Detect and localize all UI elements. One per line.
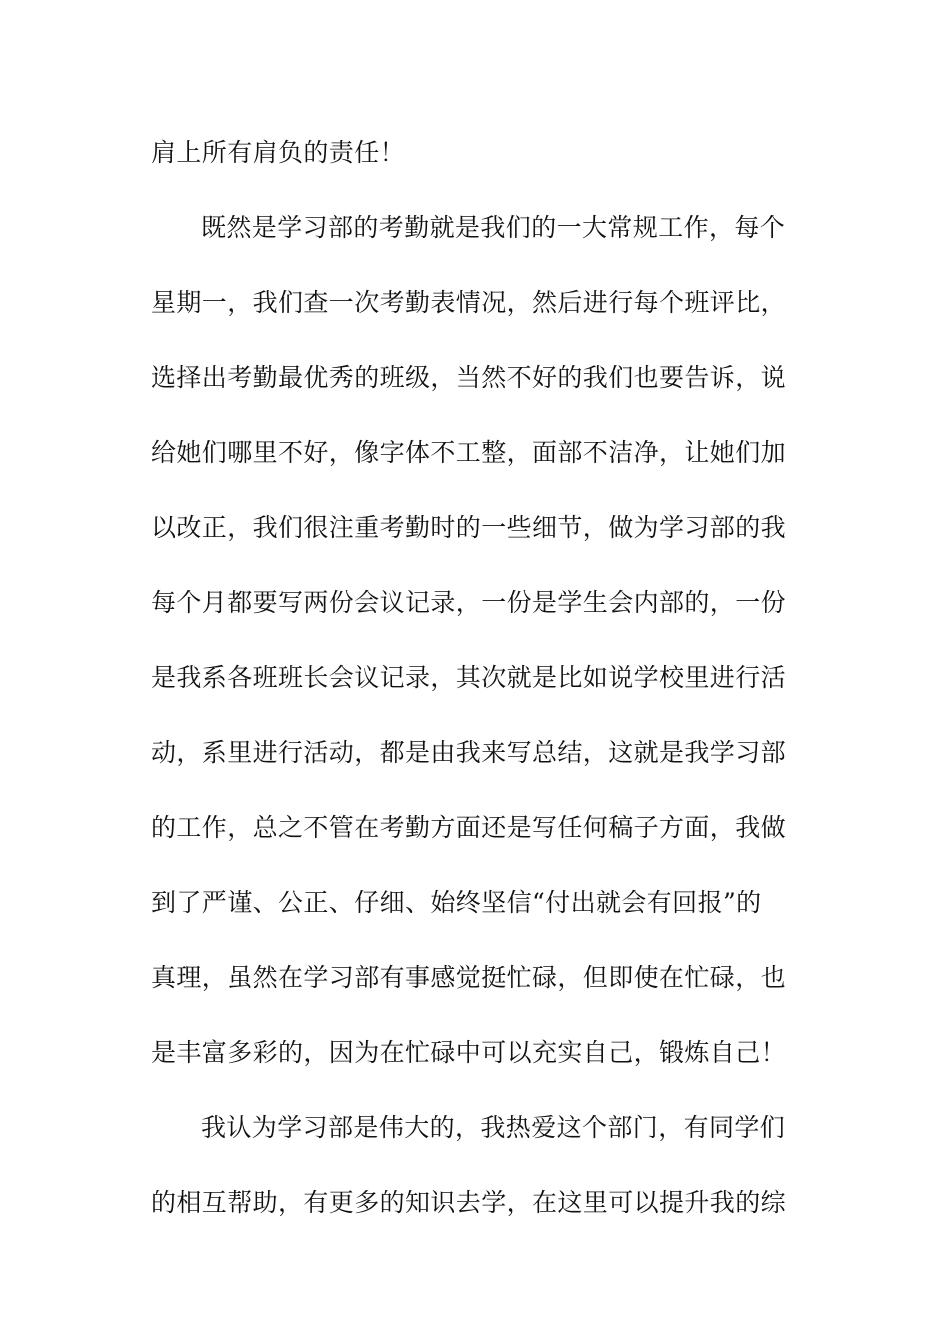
text-line: 星期一，我们查一次考勤表情况，然后进行每个班评比， xyxy=(151,288,787,317)
text-line-paragraph-start: 既然是学习部的考勤就是我们的一大常规工作，每个 xyxy=(201,213,786,242)
text-line: 是我系各班班长会议记录，其次就是比如说学校里进行活 xyxy=(151,663,787,692)
text-line: 动，系里进行活动，都是由我来写总结，这就是我学习部 xyxy=(151,738,787,767)
text-line: 的工作，总之不管在考勤方面还是写任何稿子方面，我做 xyxy=(151,813,787,842)
text-line: 肩上所有肩负的责任！ xyxy=(151,138,406,167)
text-line: 的相互帮助，有更多的知识去学，在这里可以提升我的综 xyxy=(151,1188,787,1217)
text-line: 到了严谨、公正、仔细、始终坚信“付出就会有回报”的 xyxy=(151,888,762,917)
text-line: 是丰富多彩的，因为在忙碌中可以充实自己，锻炼自己！ xyxy=(151,1038,787,1067)
text-line: 每个月都要写两份会议记录，一份是学生会内部的，一份 xyxy=(151,588,787,617)
text-line-paragraph-start: 我认为学习部是伟大的，我热爱这个部门，有同学们 xyxy=(201,1113,786,1142)
text-line: 以改正，我们很注重考勤时的一些细节，做为学习部的我 xyxy=(151,513,787,542)
text-line: 选择出考勤最优秀的班级，当然不好的我们也要告诉，说 xyxy=(151,363,787,392)
text-line: 真理，虽然在学习部有事感觉挺忙碌，但即使在忙碌，也 xyxy=(151,963,787,992)
text-line: 给她们哪里不好，像字体不工整，面部不洁净，让她们加 xyxy=(151,438,787,467)
